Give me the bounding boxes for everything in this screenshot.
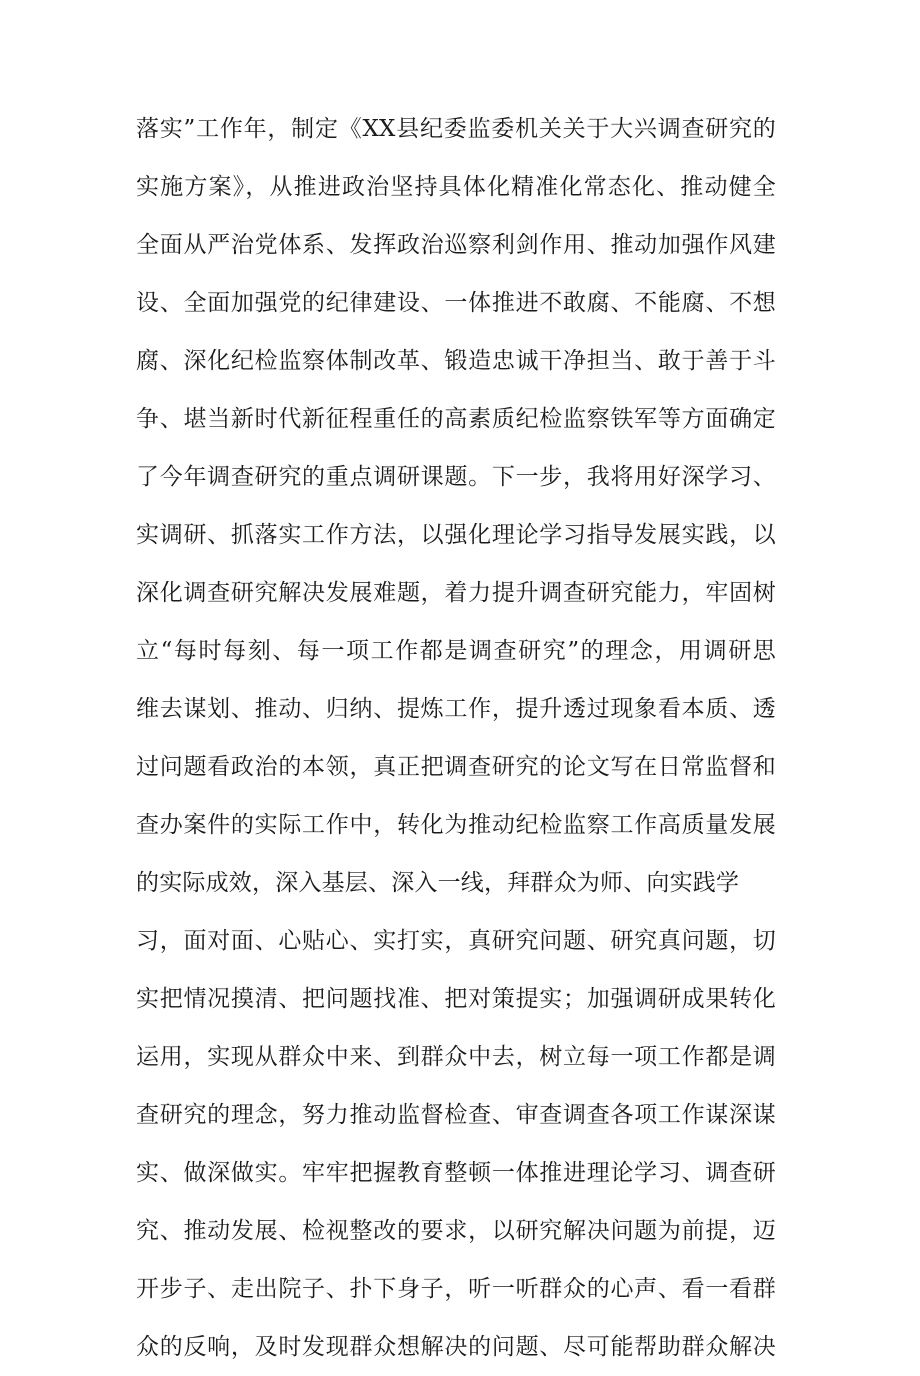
paragraph-line: 开步子、走出院子、扑下身子，听一听群众的心声、看一看群	[136, 1276, 776, 1302]
paragraph-line: 运用，实现从群众中来、到群众中去，树立每一项工作都是调	[136, 1044, 776, 1070]
paragraph-line: 维去谋划、推动、归纳、提炼工作，提升透过现象看本质、透	[136, 696, 776, 722]
paragraph-line: 习，面对面、心贴心、实打实，真研究问题、研究真问题，切	[136, 928, 776, 954]
paragraph-line: 了今年调查研究的重点调研课题。下一步，我将用好深学习、	[136, 464, 776, 490]
paragraph-line: 立“每时每刻、每一项工作都是调查研究”的理念，用调研思	[136, 638, 776, 664]
paragraph-line: 设、全面加强党的纪律建设、一体推进不敢腐、不能腐、不想	[136, 290, 776, 316]
paragraph-line: 深化调查研究解决发展难题，着力提升调查研究能力，牢固树	[136, 580, 776, 606]
paragraph-line: 过问题看政治的本领，真正把调查研究的论文写在日常监督和	[136, 754, 776, 780]
paragraph-line: 查办案件的实际工作中，转化为推动纪检监察工作高质量发展	[136, 812, 776, 838]
paragraph-line: 究、推动发展、检视整改的要求，以研究解决问题为前提，迈	[136, 1218, 776, 1244]
paragraph-line: 众的反响，及时发现群众想解决的问题、尽可能帮助群众解决	[136, 1334, 776, 1360]
paragraph-line: 腐、深化纪检监察体制改革、锻造忠诚干净担当、敢于善于斗	[136, 348, 776, 374]
paragraph-line: 争、堪当新时代新征程重任的高素质纪检监察铁军等方面确定	[136, 406, 776, 432]
body-paragraph	[136, 100, 776, 1376]
paragraph-line: 查研究的理念，努力推动监督检查、审查调查各项工作谋深谋	[136, 1102, 776, 1128]
paragraph-line: 的实际成效，深入基层、深入一线，拜群众为师、向实践学	[136, 870, 740, 896]
paragraph-line: 全面从严治党体系、发挥政治巡察利剑作用、推动加强作风建	[136, 232, 776, 258]
paragraph-line: 实调研、抓落实工作方法，以强化理论学习指导发展实践，以	[136, 522, 776, 548]
paragraph-line: 实把情况摸清、把问题找准、把对策提实；加强调研成果转化	[136, 986, 776, 1012]
paragraph-line: 实、做深做实。牢牢把握教育整顿一体推进理论学习、调查研	[136, 1160, 776, 1186]
paragraph-line: 落实”工作年，制定《XX县纪委监委机关关于大兴调查研究的	[136, 116, 776, 142]
paragraph-line: 实施方案》，从推进政治坚持具体化精准化常态化、推动健全	[136, 174, 776, 200]
